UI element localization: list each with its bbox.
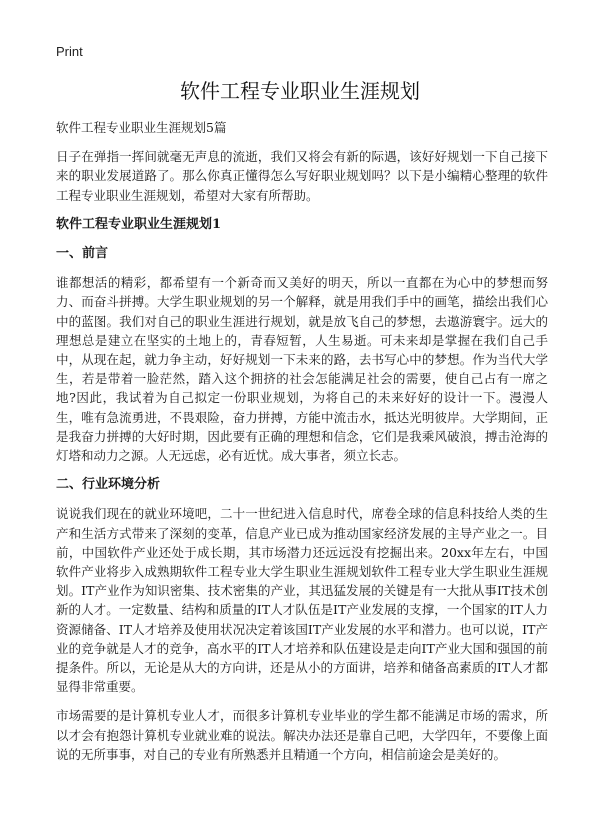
intro-paragraph: 日子在弹指一挥间就毫无声息的流逝，我们又将会有新的际遇，该好好规划一下自己接下来的职业发展道路了。那么你真正懂得怎么写好职业规划吗？以下是小编精心整理的软件工程专业职业生涯规划，希望对大家有所帮助。 [56, 149, 548, 203]
page-title: 软件工程专业职业生涯规划 [180, 79, 420, 103]
document-body [56, 118, 548, 774]
article-heading: 软件工程专业职业生涯规划1 [56, 216, 222, 232]
industry-paragraph-1: 说说我们现在的就业环境吧，二十一世纪进入信息时代，席卷全球的信息科技给人类的生产和生活方式带来了深刻的变革，信息产业已成为推动国家经济发展的主导产业之一。目前，中国软件产业还处于成长期，其市场潜力还远远没有挖掘出来。20xx年左右，中国软件产业将步入成熟期软件工程专业大学生职业生涯规划软件工程专业大学生职业生涯规划。IT产业作为知识密集、技术密集的产业，其迅猛发展的关键是有一大批从事IT技术创新的人才。一定数量、结构和质量的IT人才队伍是IT产业发展的支撑，一个国家的IT人力资源储备、IT人才培养及使用状况决定着该国IT产业发展的水平和潜力。也可以说，IT产业的竞争就是人才的竞争，高水平的IT人才培养和队伍建设是走向IT产业大国和强国的前提条件。所以，无论是从大的方向讲，还是从小的方面讲，培养和储备高素质的IT人才都显得非常重要。 [56, 506, 548, 695]
industry-paragraph-2: 市场需要的是计算机专业人才，而很多计算机专业毕业的学生都不能满足市场的需求，所以才会有抱怨计算机专业就业难的说法。解决办法还是靠自己吧，大学四年，不要像上面说的无所事事，对自己的专业有所熟悉并且精通一个方向，相信前途会是美好的。 [56, 708, 548, 762]
section-heading-industry: 二、行业环境分析 [56, 477, 161, 493]
document-subtitle: 软件工程专业职业生涯规划5篇 [56, 120, 227, 135]
section-heading-preface: 一、前言 [56, 246, 109, 262]
print-link[interactable]: Print [56, 44, 83, 59]
preface-paragraph: 谁都想活的精彩，都希望有一个新奇而又美好的明天，所以一直都在为心中的梦想而努力、而奋斗拼搏。大学生职业规划的另一个解释，就是用我们手中的画笔，描绘出我们心中的蓝图。我们对自己的职业生涯进行规划，就是放飞自己的梦想，去遨游寰宇。远大的理想总是建立在坚实的土地上的，青春短暂，人生易逝。可未来却是掌握在我们自己手中，从现在起，就力争主动，好好规划一下未来的路，去书写心中的梦想。作为当代大学生，若是带着一脸茫然，踏入这个拥挤的社会怎能满足社会的需要，使自己占有一席之地?因此，我试着为自己拟定一份职业规划，为将自己的未来好好的设计一下。漫漫人生，唯有急流勇进，不畏艰险，奋力拼搏，方能中流击水，抵达光明彼岸。大学期间，正是我奋力拼搏的大好时期，因此要有正确的理想和信念，它们是我乘风破浪，搏击沧海的灯塔和动力之源。人无远虑，必有近忧。成大事者，须立长志。 [56, 275, 548, 464]
